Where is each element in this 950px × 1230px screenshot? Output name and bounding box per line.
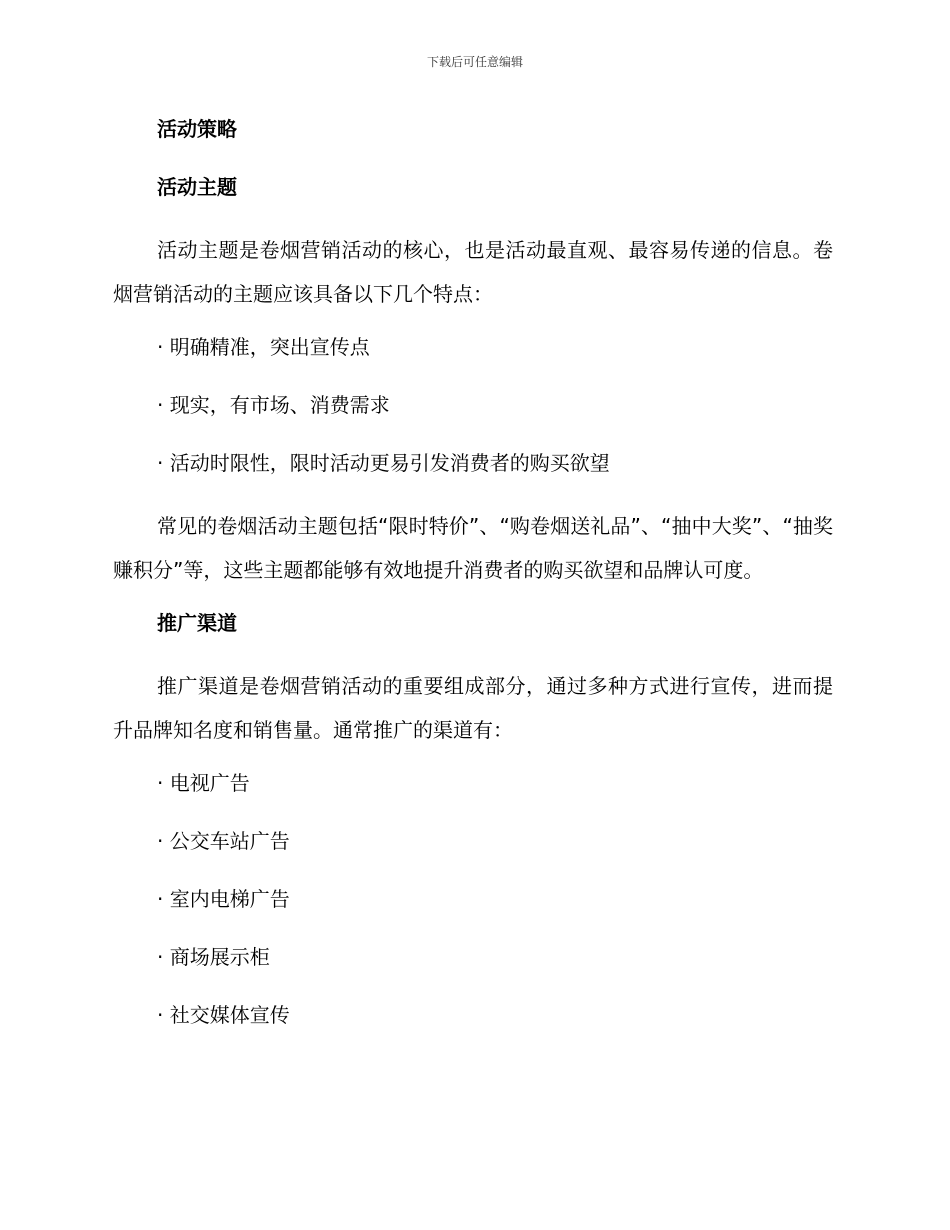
page-header: 下载后可任意编辑 — [426, 55, 523, 69]
section-title: 活动策略 — [157, 117, 237, 141]
theme-point: · 活动时限性，限时活动更易引发消费者的购买欲望 — [157, 451, 610, 475]
document-body — [113, 112, 833, 1056]
channel-point: · 商场展示柜 — [157, 945, 270, 969]
theme-point: · 现实，有市场、消费需求 — [157, 393, 390, 417]
theme-intro-paragraph: 活动主题是卷烟营销活动的核心，也是活动最直观、最容易传递的信息。卷烟营销活动的主题应该具备以下几个特点： — [113, 238, 833, 306]
channel-intro-paragraph: 推广渠道是卷烟营销活动的重要组成部分，通过多种方式进行宣传，进而提升品牌知名度和销售量。通常推广的渠道有： — [113, 674, 833, 742]
channel-point: · 社交媒体宣传 — [157, 1003, 290, 1027]
channel-heading: 推广渠道 — [157, 611, 237, 635]
theme-heading: 活动主题 — [157, 175, 237, 199]
theme-point: · 明确精准，突出宣传点 — [157, 335, 370, 359]
channel-point: · 室内电梯广告 — [157, 887, 290, 911]
theme-examples-paragraph: 常见的卷烟活动主题包括“限时特价”、“购卷烟送礼品”、“抽中大奖”、“抽奖赚积分”等，这些主题都能够有效地提升消费者的购买欲望和品牌认可度。 — [113, 514, 833, 582]
channel-point: · 公交车站广告 — [157, 829, 290, 853]
channel-point: · 电视广告 — [157, 771, 250, 795]
